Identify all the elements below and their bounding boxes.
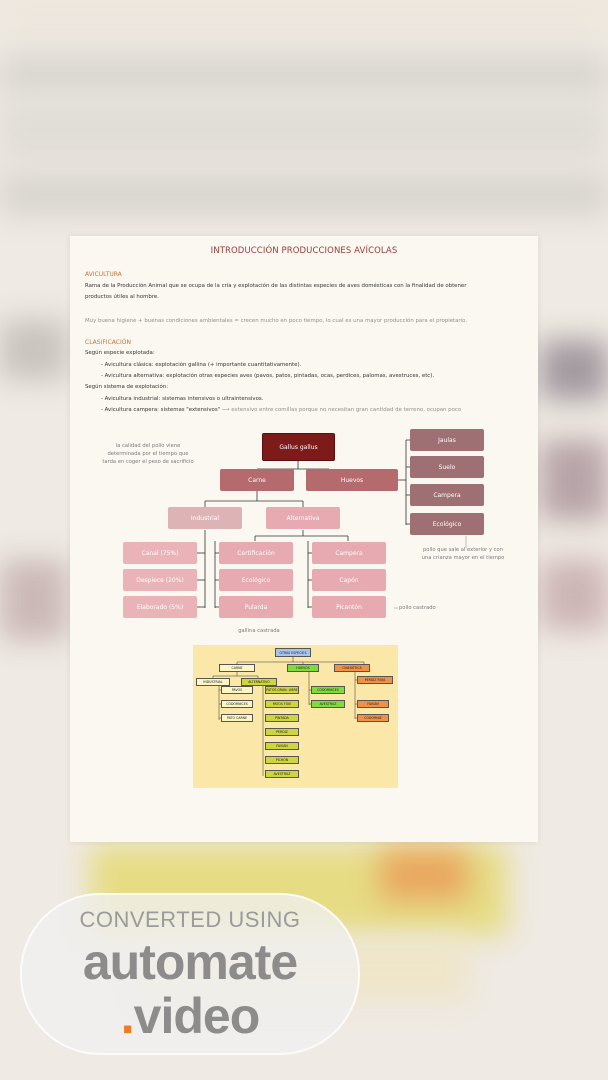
diagram-alt-right-1: Campera bbox=[312, 542, 386, 564]
diagram-alt-left-3: Pularda bbox=[219, 596, 293, 618]
watermark bbox=[20, 893, 360, 1055]
mini-alt-item-4: PERDIZ bbox=[265, 728, 299, 736]
mini-egg-item-2: AVESTRUZ bbox=[311, 700, 345, 708]
watermark-line-1: CONVERTED USING bbox=[79, 907, 301, 932]
diagram-pollo-type-3: Elaborado (5%) bbox=[123, 596, 197, 618]
mini-root: OTRAS ESPECIES bbox=[275, 648, 311, 657]
classic-line: - Avicultura clásica: explotación gallina (+ importante cuantitativamente). bbox=[101, 362, 302, 368]
diagram-pollo-type-2: Despiece (20%) bbox=[123, 569, 197, 591]
note-outdoor: pollo que sale al exterior y con una crianza mayor en el tiempo bbox=[421, 547, 505, 561]
watermark-dot: . bbox=[120, 988, 134, 1044]
mini-alt-item-6: PICHÓN bbox=[265, 756, 299, 764]
section-heading-clasificacion: CLASIFICACIÓN bbox=[85, 339, 131, 346]
mini-ind-item-2: CODORNICES bbox=[221, 700, 253, 708]
by-species-label: Según especie explotada: bbox=[85, 350, 155, 356]
watermark-line-3 bbox=[22, 987, 358, 1045]
mini-cinegetica: CINEGÉTICA bbox=[334, 664, 370, 672]
by-system-label: Según sistema de explotación: bbox=[85, 384, 169, 390]
mini-cin-item-2: FAISÁN bbox=[357, 700, 389, 708]
mini-alt-item-3: PINTADA bbox=[265, 714, 299, 722]
note-pollo: pollo castrado bbox=[399, 605, 436, 611]
diagram-pollo-type-1: Canal (75%) bbox=[123, 542, 197, 564]
other-species-diagram bbox=[193, 645, 398, 788]
diagram-huevos: Huevos bbox=[306, 469, 398, 491]
note-gallina: gallina castrada bbox=[238, 628, 280, 634]
mini-alt-item-1: PATOS GRAN. LIBRE bbox=[266, 688, 298, 692]
field-line-note: extensivo entre comillas porque no necesitan gran cantidad de terreno, ocupan poco bbox=[231, 407, 462, 413]
mini-huevos: HUEVOS bbox=[287, 664, 319, 672]
mini-cin-item-1: PERDIZ ROJA bbox=[357, 676, 393, 684]
industrial-line: - Avicultura industrial: sistemas intensivos o ultraintensivos. bbox=[101, 396, 264, 402]
mini-carne: CARNE bbox=[219, 664, 255, 672]
diagram-carne: Carne bbox=[220, 469, 294, 491]
mini-alt-item-7: AVESTRUZ bbox=[265, 770, 299, 778]
mini-egg-item-1: CODORNICES bbox=[311, 686, 345, 694]
section-heading-avicultura: AVICULTURA bbox=[85, 271, 122, 278]
diagram-alt-right-3: Picantón bbox=[312, 596, 386, 618]
diagram-root: Gallus gallus bbox=[262, 433, 335, 461]
mini-ind-item-1: PAVOS bbox=[221, 686, 253, 694]
mini-alternativo: ALTERNATIVO bbox=[241, 678, 277, 686]
field-line-main: - Avicultura campera: sistemas "extensivos" bbox=[101, 407, 221, 413]
diagram-industrial: Industrial bbox=[168, 507, 242, 529]
diagram-alt-left-2: Ecológico bbox=[219, 569, 293, 591]
diagram-egg-type-1: Jaulas bbox=[410, 429, 484, 451]
diagram-egg-type-4: Ecológico bbox=[410, 513, 484, 535]
watermark-line-2: automate bbox=[82, 934, 298, 990]
avicultura-line-2: productos útiles al hombre. bbox=[85, 294, 159, 300]
avicultura-line-1: Rama de la Producción Animal que se ocupa de la cría y explotación de las distintas especies de aves domésticas con la finalidad de obtener bbox=[85, 283, 467, 289]
mini-ind-item-3: PATO CARNE bbox=[221, 714, 253, 722]
document-page bbox=[70, 236, 538, 842]
mini-cin-item-3: CODORNIZ bbox=[357, 714, 389, 722]
mini-alt-item-2: PATOS FOIE bbox=[265, 700, 299, 708]
arrow-icon: ⟶ bbox=[221, 407, 232, 413]
alternative-line: - Avicultura alternativa: explotación otras especies aves (pavos, patos, pintadas, ocas, perdices, palomas, avestruces, etc). bbox=[101, 373, 435, 379]
diagram-egg-type-3: Campera bbox=[410, 484, 484, 506]
mini-alt-item-5: FAISÁN bbox=[265, 742, 299, 750]
document-title: INTRODUCCIÓN PRODUCCIONES AVÍCOLAS bbox=[210, 246, 398, 256]
avicultura-note: Muy buena higiene + buenas condiciones ambientales = crecen mucho en poco tiempo, lo cual es una mayor producción para el propietario. bbox=[85, 318, 468, 324]
diagram-egg-type-2: Suelo bbox=[410, 456, 484, 478]
diagram-alt-right-2: Capón bbox=[312, 569, 386, 591]
diagram-alt-left-1: Certificación bbox=[219, 542, 293, 564]
mini-industrial: INDUSTRIAL bbox=[196, 678, 230, 686]
watermark-video: video bbox=[133, 988, 260, 1044]
diagram-alternativa: Alternativa bbox=[266, 507, 340, 529]
note-quality: la calidad del pollo viene determinada por el tiempo que tarda en coger el peso de sacrificio bbox=[102, 443, 194, 465]
